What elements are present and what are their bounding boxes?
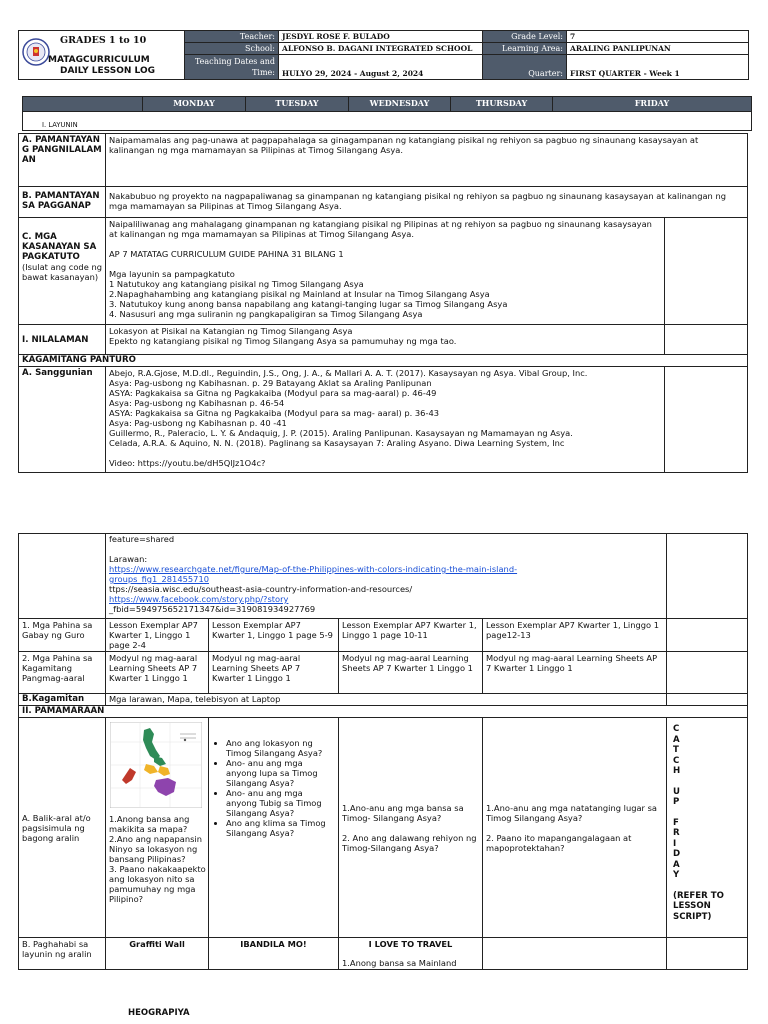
- sanggunian-line: Abejo, R.A.Gjose, M.D.dl., Reguindin, J.S., Ong, J. A., & Mallari A. A. T. (2017). Kasaysayan ng Asya. Vibal Group, Inc.: [109, 368, 588, 378]
- sanggunian-line: Asya: Pag-usbong ng Kabihasnan p. 40 -41: [109, 418, 287, 428]
- dates-label: [185, 55, 279, 80]
- catchup-letter: A: [673, 859, 680, 870]
- sanggunian-video-line: Video: https://youtu.be/dH5QlJz1O4c?: [109, 458, 266, 468]
- section-a-label: A. PAMANTAYAN G PANGNILALAM AN: [19, 134, 106, 187]
- teacher-value: JESDYL ROSE F. BULADO: [279, 31, 483, 43]
- researchgate-link-cont[interactable]: groups_fig1_281455710: [109, 574, 209, 584]
- objective-3: 3. Natutukoy kung anong bansa napabilang ang katangi-tanging lugar sa Timog Silangang Asya: [109, 299, 508, 309]
- pahina-mag-wednesday: Modyul ng mag-aaral Learning Sheets AP 7 Kwarter 1 Linggo 1: [339, 652, 483, 694]
- section-c-label: C. MGA KASANAYAN SA PAGKATUTO: [22, 232, 97, 262]
- catchup-letter: [673, 808, 744, 818]
- sanggunian-line: [109, 448, 661, 458]
- catchup-letter: I: [673, 838, 677, 849]
- i-love-to-travel: I LOVE TO TRAVEL: [368, 939, 453, 949]
- sanggunian-label: A. Sanggunian: [19, 367, 106, 473]
- wednesday-question-1: 1.Ano-anu ang mga bansa sa Timog- Silangang Asya?: [342, 802, 464, 823]
- feature-shared: feature=shared: [109, 534, 175, 544]
- quarter-label: Quarter:: [483, 55, 567, 80]
- i-love-to-travel-cell: [339, 938, 483, 970]
- pahina-guro-monday: Lesson Exemplar AP7 Kwarter 1, Linggo 1 page 2-4: [106, 619, 209, 652]
- pahina-guro-thursday: Lesson Exemplar AP7 Kwarter 1, Linggo 1 page12-13: [483, 619, 667, 652]
- catchup-letter: C: [673, 755, 680, 766]
- kagamitan-b-value: Mga larawan, Mapa, telebisyon at Laptop: [106, 694, 667, 706]
- school-label: School:: [185, 43, 279, 55]
- graffiti-wall: Graffiti Wall: [106, 938, 209, 970]
- sanggunian-line: Guillermo, R., Paleracio, L. Y. & Andaquig, J. P. (2015). Araling Panlipunan. Kasaysayan ng Mamamayan ng Asya.: [109, 428, 573, 438]
- grade-label: Grade Level:: [483, 31, 567, 43]
- sanggunian-line: Asya: Pag-usbong ng Kabihasnan. p. 29 Batayang Aklat sa Araling Panlipunan: [109, 378, 432, 388]
- thursday-question-2: 2. Paano ito mapangangalagaan at mapoprotektahan?: [486, 832, 632, 853]
- wednesday-question-2: 2. Ano ang dalawang rehiyon ng Timog-Silangang Asya?: [342, 832, 477, 853]
- area-label: Learning Area:: [483, 43, 567, 55]
- catchup-letter: P: [673, 797, 680, 807]
- day-thursday: THURSDAY: [451, 97, 553, 112]
- larawan-label: Larawan:: [109, 554, 148, 564]
- facebook-link-cont: _fbid=594975652171347&id=319081934927769: [109, 604, 316, 614]
- sanggunian-line: ASYA: Pagkakaisa sa Gitna ng Pagkakaiba (Modyul para sa mag- aaral) p. 36-43: [109, 408, 440, 418]
- section-c-line-3: Mga layunin sa pampagkatuto: [109, 269, 235, 279]
- seasia-link: ttps://seasia.wisc.edu/southeast-asia-country-information-and-resources/: [109, 584, 413, 594]
- tuesday-balik-cell: [209, 718, 339, 938]
- catchup-letter: R: [673, 828, 680, 838]
- section-c-label-cell: [19, 218, 106, 325]
- paghahabi-label: B. Paghahabi sa layunin ng aralin: [19, 938, 106, 970]
- day-monday: MONDAY: [143, 97, 246, 112]
- title-line-1: GRADES 1 to 10: [60, 35, 147, 46]
- list-item: • Ano- anu ang mga anyong lupa sa Timog Silangang Asya?: [226, 758, 335, 788]
- catchup-friday-cell: [667, 718, 748, 938]
- page1-main-table: [18, 133, 748, 473]
- section-b-text: Nakabubuo ng proyekto na nagpapaliwanag sa ginampanan ng katangiang pisikal ng rehiyon sa pagbuo ng sinaunang kasaysayan at kalinangan ng mga mamamayan sa Pilipinas at Timog Silangang Asya.: [106, 187, 748, 218]
- philippines-map-image: [110, 722, 202, 808]
- section-a-text: Naipamamalas ang pag-unawa at pagpapahalaga sa ginagampanan ng katangiang pisikal ng rehiyon sa pagbuo ng sinaunang kasaysayan at kalinangan ng mga mamamayan sa Pilipinas at Timog Silangang Asya.: [106, 134, 748, 187]
- catchup-letter: D: [673, 849, 681, 859]
- sanggunian-line: Celada, A.R.A. & Aquino, N. N. (2018). Paglinang sa Kasaysayan 7: Araling Asyano. Diwa Learning System, Inc: [109, 438, 565, 448]
- balik-aral-label: A. Balik-aral at/o pagsisimula ng bagong aralin: [19, 718, 106, 938]
- researchgate-link[interactable]: https://www.researchgate.net/figure/Map-of-the-Philippines-with-colors-indicating-the-main-island-: [109, 564, 518, 574]
- monday-balik-cell: [106, 718, 209, 938]
- catchup-letter: H: [673, 766, 681, 776]
- wednesday-balik-cell: [339, 718, 483, 938]
- catchup-letter: A: [673, 734, 680, 745]
- heograpiya-label: HEOGRAPIYA: [128, 1008, 190, 1018]
- kagamitan-b-label: B.Kagamitan: [19, 694, 106, 706]
- catchup-letter: F: [673, 817, 679, 828]
- pahina-mag-thursday: Modyul ng mag-aaral Learning Sheets AP 7 Kwarter 1 Linggo 1: [483, 652, 667, 694]
- ibandila-mo: IBANDILA MO!: [209, 938, 339, 970]
- objective-4: 4. Nasusuri ang mga suliranin ng pangkapaligiran sa Timog Silangang Asya: [109, 309, 423, 319]
- area-value: ARALING PANLIPUNAN: [567, 43, 749, 55]
- list-item: • Ano ang klima sa Timog Silangang Asya?: [226, 818, 335, 838]
- references-continued: [106, 534, 667, 619]
- tuesday-question-list: [212, 738, 335, 838]
- catchup-friday-vertical: [670, 724, 744, 881]
- mainland-question: 1.Anong bansa sa Mainland: [342, 958, 457, 968]
- catchup-letter: U: [673, 786, 680, 797]
- catchup-letter: Y: [673, 870, 680, 880]
- sanggunian-line: ASYA: Pagkakaisa sa Gitna ng Pagkakaiba (Modyul para sa mag-aaral) p. 46-49: [109, 388, 437, 398]
- days-header-table: [22, 96, 752, 131]
- objective-1: 1 Natutukoy ang katangiang pisikal ng Timog Silangang Asya: [109, 279, 364, 289]
- monday-balik-questions: 1.Anong bansa ang makikita sa mapa? 2.Ano ang napapansin Ninyo sa lokasyon ng bansang Pilipinas? 3. Paano nakakaapekto ang lokasyon nito sa pamumuhay ng mga Pilipino?: [109, 814, 206, 904]
- catchup-letter: [673, 777, 744, 787]
- facebook-link[interactable]: https://www.facebook.com/story.php/?story: [109, 594, 289, 604]
- pahina-mag-label: 2. Mga Pahina sa Kagamitang Pangmag-aaral: [19, 652, 106, 694]
- pamamaraan-label: II. PAMAMARAAN: [19, 706, 748, 718]
- layunin-row: [23, 112, 752, 131]
- nilalaman-line-1: Lokasyon at Pisikal na Katangian ng Timog Silangang Asya: [109, 326, 353, 336]
- header-info-table: [18, 30, 749, 80]
- layunin-label: I. LAYUNIN: [42, 121, 78, 129]
- section-c-content: [106, 218, 665, 325]
- pahina-mag-monday: Modyul ng mag-aaral Learning Sheets AP 7 Kwarter 1 Linggo 1: [106, 652, 209, 694]
- objective-2: 2.Napaghahambing ang katangiang pisikal ng Mainland at Insular na Timog Silangang Asya: [109, 289, 490, 299]
- catchup-letter: T: [673, 745, 679, 755]
- pahina-guro-wednesday: Lesson Exemplar AP7 Kwarter 1, Linggo 1 page 10-11: [339, 619, 483, 652]
- school-value: ALFONSO B. DAGANI INTEGRATED SCHOOL: [279, 43, 483, 55]
- catchup-letter: C: [673, 724, 680, 734]
- nilalaman-line-2: Epekto ng katangiang pisikal ng Timog Silangang Asya sa pamumuhay ng mga tao.: [109, 336, 457, 346]
- list-item: • Ano- anu ang mga anyong Tubig sa Timog Silangang Asya?: [226, 788, 335, 818]
- teacher-label: Teacher:: [185, 31, 279, 43]
- pahina-guro-label: 1. Mga Pahina sa Gabay ng Guro: [19, 619, 106, 652]
- pahina-guro-tuesday: Lesson Exemplar AP7 Kwarter 1, Linggo 1 page 5-9: [209, 619, 339, 652]
- quarter-value: FIRST QUARTER - Week 1: [567, 55, 749, 80]
- page2-main-table: [18, 533, 748, 970]
- dates-label-line-1: Teaching Dates and: [194, 57, 275, 66]
- day-tuesday: TUESDAY: [246, 97, 349, 112]
- title-line-2: MATAGCURRICULUM: [48, 55, 150, 65]
- thursday-question-1: 1.Ano-anu ang mga natatanging lugar sa Timog Silangang Asya?: [486, 802, 658, 823]
- dates-value: HULYO 29, 2024 - August 2, 2024: [279, 55, 483, 80]
- nilalaman-content: [106, 325, 665, 355]
- thursday-balik-cell: [483, 718, 667, 938]
- section-c-sublabel: (Isulat ang code ng bawat kasanayan): [22, 262, 102, 282]
- pahina-mag-tuesday: Modyul ng mag-aaral Learning Sheets AP 7 Kwarter 1 Linggo 1: [209, 652, 339, 694]
- dates-label-line-2: Time:: [252, 68, 275, 77]
- section-c-line-1: Naipaliliwanag ang mahalagang ginampanan ng katangiang pisikal ng Pilipinas at ng rehiyon sa pagbuo ng sinaunang kasaysayan at kalinangan ng mga mamamayan sa Pilipinas at Timog Silangang Asya.: [109, 219, 652, 239]
- section-c-line-2: AP 7 MATATAG CURRICULUM GUIDE PAHINA 31 BILANG 1: [109, 249, 344, 259]
- day-wednesday: WEDNESDAY: [349, 97, 451, 112]
- list-item: • Ano ang lokasyon ng Timog Silangang Asya?: [226, 738, 335, 758]
- section-b-label: B. PAMANTAYAN SA PAGGANAP: [19, 187, 106, 218]
- day-friday: FRIDAY: [553, 97, 752, 112]
- kagamitan-label: KAGAMITANG PANTURO: [19, 355, 748, 367]
- sanggunian-content: [106, 367, 665, 473]
- catchup-note: (REFER TO LESSON SCRIPT): [673, 890, 724, 922]
- sanggunian-line: Asya: Pag-usbong ng Kabihasnan p. 46-54: [109, 398, 285, 408]
- title-line-3: DAILY LESSON LOG: [60, 66, 155, 76]
- grade-value: 7: [567, 31, 749, 43]
- nilalaman-label: I. NILALAMAN: [19, 325, 106, 355]
